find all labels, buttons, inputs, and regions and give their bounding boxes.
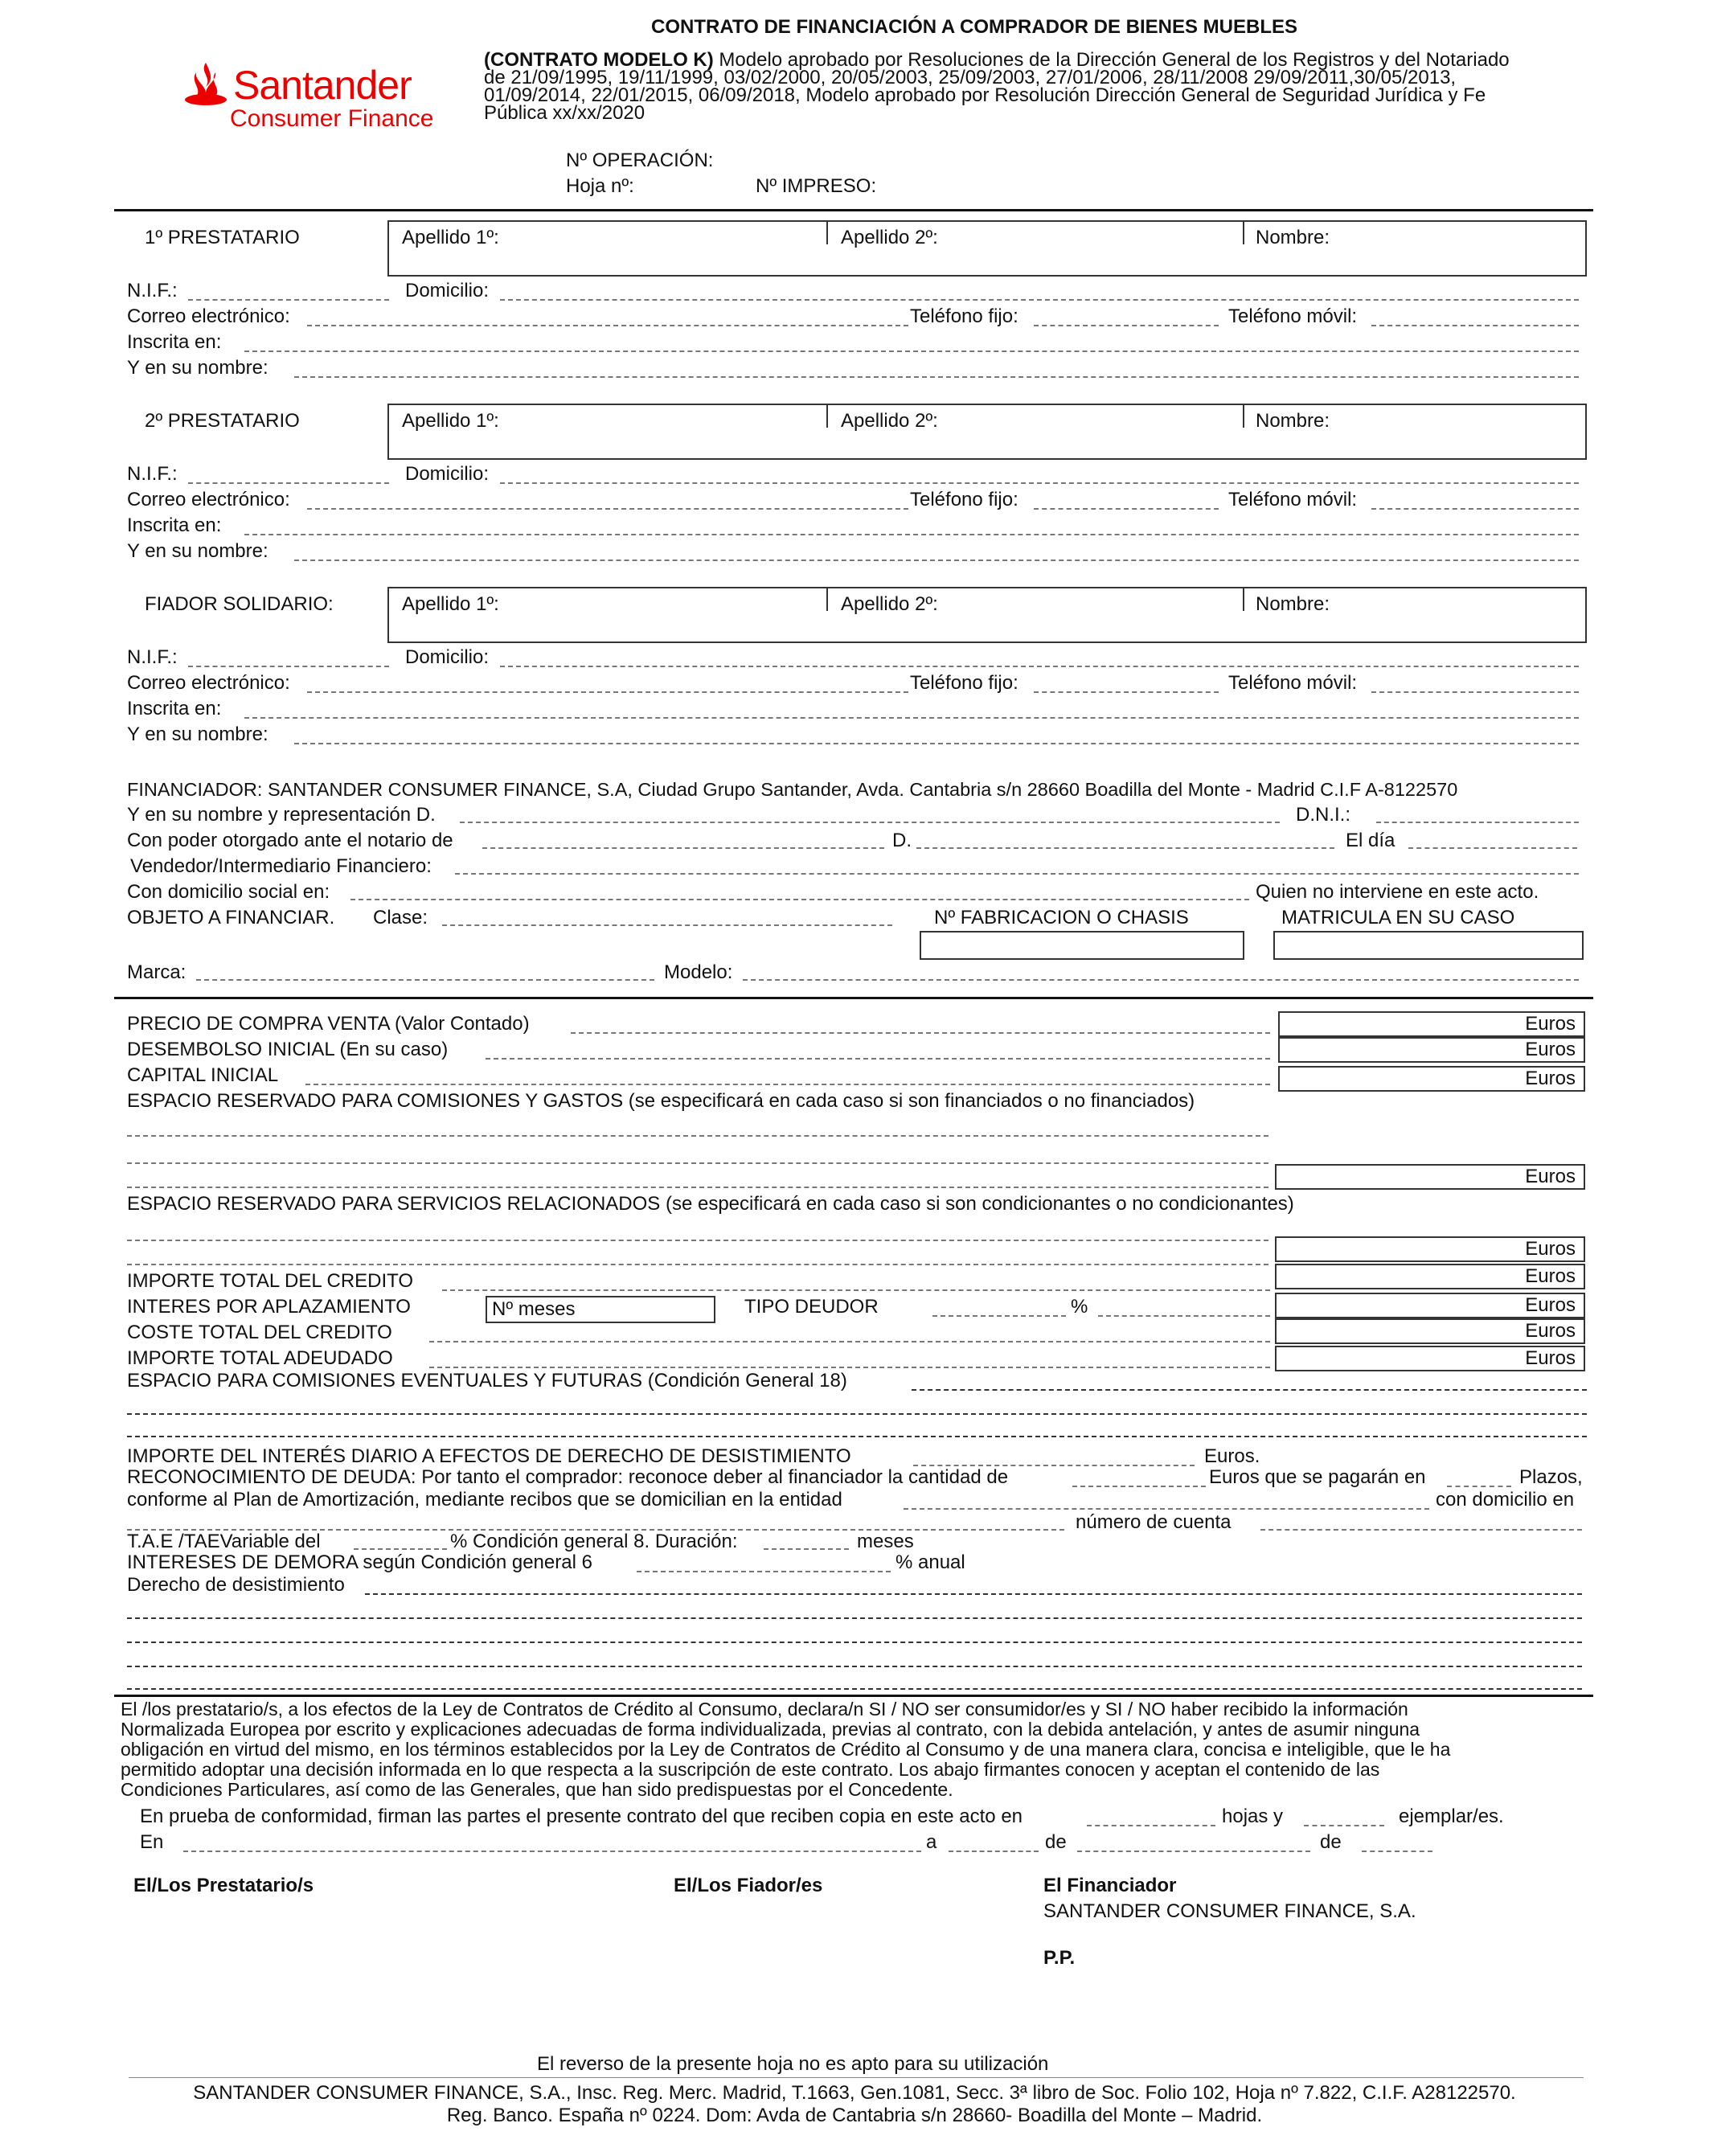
declaracion-paragraph: [121, 1699, 1585, 1800]
coste-total-euros-field[interactable]: Euros: [1275, 1318, 1585, 1344]
no-interviene-text: Quien no interviene en este acto.: [1256, 881, 1539, 903]
tel-fijo-label: Teléfono fijo:: [910, 305, 1018, 327]
correo-label: Correo electrónico:: [127, 305, 290, 327]
domicilio-label: Domicilio:: [405, 646, 490, 668]
eventuales-line[interactable]: [912, 1389, 1587, 1391]
tel-movil-label: Teléfono móvil:: [1228, 672, 1358, 694]
anio-firma-field[interactable]: [1362, 1851, 1432, 1852]
name-separator: [826, 588, 828, 611]
su-nombre-label: Y en su nombre:: [127, 723, 268, 745]
nif-field[interactable]: [188, 299, 389, 301]
desembolso-euros-field[interactable]: Euros: [1278, 1037, 1585, 1063]
correo-label: Correo electrónico:: [127, 489, 290, 510]
modelo-field[interactable]: [743, 979, 1579, 981]
contract-title: CONTRATO DE FINANCIACIÓN A COMPRADOR DE BIENES MUEBLES: [651, 16, 1298, 38]
interes-aplazamiento-label: INTERES POR APLAZAMIENTO: [127, 1296, 411, 1318]
apellido2-label: Apellido 2º:: [841, 593, 938, 615]
su-nombre-label: Y en su nombre:: [127, 357, 268, 379]
footer-line-2: Reg. Banco. España nº 0224. Dom: Avda de Cantabria s/n 28660- Boadilla del Monte – Madrid.: [446, 2105, 1263, 2126]
model-line3: 01/09/2014, 22/01/2015, 06/09/2018, Modelo aprobado por Resolución Dirección General de Seguridad Jurídica y Fe: [484, 84, 1486, 106]
inscrita-label: Inscrita en:: [127, 514, 222, 536]
total-adeudado-euros-field[interactable]: Euros: [1275, 1346, 1585, 1371]
inscrita-field[interactable]: [244, 534, 1579, 535]
correo-field[interactable]: [307, 508, 908, 510]
declaracion-line: obligación en virtud del mismo, en los términos establecidos por la Ley de Contratos de Crédito al Consumo y de una manera clara, concisa e inteligible, que le ha: [121, 1739, 1451, 1760]
comisiones-label: ESPACIO RESERVADO PARA COMISIONES Y GASTOS (se especificará en cada caso si son financiados o no financiados): [127, 1090, 1195, 1112]
demora-field[interactable]: [637, 1571, 891, 1572]
model-bold: (CONTRATO MODELO K): [484, 49, 714, 71]
representacion-label: Y en su nombre y representación D.: [127, 804, 436, 826]
financiador-line: FINANCIADOR: SANTANDER CONSUMER FINANCE, S.A, Ciudad Grupo Santander, Avda. Cantabria s/n 28660 Boadilla del Monte - Madrid C.I.F A-8122570: [127, 779, 1458, 800]
comisiones-euros-field[interactable]: Euros: [1275, 1164, 1585, 1190]
total-credito-euros-field[interactable]: Euros: [1275, 1264, 1585, 1289]
tel-movil-field[interactable]: [1371, 691, 1579, 693]
notario-field[interactable]: [482, 847, 884, 849]
de-label-2: de: [1320, 1831, 1342, 1853]
representacion-field[interactable]: [460, 822, 1280, 823]
dni-field[interactable]: [1376, 822, 1579, 823]
tel-fijo-field[interactable]: [1034, 691, 1219, 693]
total-adeudado-leader: [429, 1367, 1270, 1368]
firma-fiadores-label: El/Los Fiador/es: [674, 1875, 823, 1896]
footer-line-1: SANTANDER CONSUMER FINANCE, S.A., Insc. Reg. Merc. Madrid, T.1663, Gen.1081, Secc. 3ª libro de Soc. Folio 102, Hoja nº 7.822, C.I.F. A28122570.: [193, 2082, 1516, 2104]
party-title: 1º PRESTATARIO: [145, 227, 300, 248]
conforme-label: conforme al Plan de Amortización, mediante recibos que se domicilian en la entidad: [127, 1489, 842, 1510]
dia-label: El día: [1346, 830, 1395, 851]
n-meses-field[interactable]: Nº meses: [486, 1296, 715, 1323]
tae-field[interactable]: [354, 1548, 447, 1550]
notario-d-field[interactable]: [916, 847, 1334, 849]
ejemplar-label: ejemplar/es.: [1399, 1806, 1504, 1827]
section-divider: [114, 997, 1593, 999]
operacion-label: Nº OPERACIÓN:: [566, 150, 714, 171]
vendedor-field[interactable]: [455, 873, 1579, 875]
servicios-line[interactable]: [127, 1240, 1268, 1241]
modelo-label: Modelo:: [664, 961, 733, 983]
comisiones-line[interactable]: [127, 1187, 1268, 1188]
clase-label: Clase:: [373, 907, 428, 928]
servicios-line[interactable]: [127, 1264, 1268, 1265]
tel-movil-label: Teléfono móvil:: [1228, 305, 1358, 327]
inscrita-label: Inscrita en:: [127, 331, 222, 353]
marca-label: Marca:: [127, 961, 186, 983]
tipo-deudor-field[interactable]: [932, 1315, 1066, 1317]
total-credito-label: IMPORTE TOTAL DEL CREDITO: [127, 1270, 414, 1292]
firma-financiador-label: El Financiador: [1043, 1875, 1177, 1896]
capital-euros-field[interactable]: Euros: [1278, 1066, 1585, 1092]
interes-diario-label: IMPORTE DEL INTERÉS DIARIO A EFECTOS DE DERECHO DE DESISTIMIENTO: [127, 1445, 851, 1467]
correo-label: Correo electrónico:: [127, 672, 290, 694]
section-divider: [114, 209, 1593, 211]
interes-euros-field[interactable]: Euros: [1275, 1293, 1585, 1318]
reverso-note: El reverso de la presente hoja no es apto para su utilización: [537, 2053, 1049, 2075]
coste-total-label: COSTE TOTAL DEL CREDITO: [127, 1322, 392, 1343]
model-line4: Pública xx/xx/2020: [484, 102, 645, 124]
name-separator: [826, 405, 828, 428]
domicilio-field[interactable]: [500, 666, 1579, 667]
party-name-box[interactable]: [387, 404, 1587, 460]
nif-field[interactable]: [188, 482, 389, 484]
su-nombre-field[interactable]: [294, 743, 1579, 744]
capital-label: CAPITAL INICIAL: [127, 1064, 279, 1086]
tel-fijo-field[interactable]: [1034, 508, 1219, 510]
euros-pagaran-label: Euros que se pagarán en: [1209, 1466, 1426, 1488]
comisiones-line[interactable]: [127, 1162, 1268, 1164]
numero-cuenta-field[interactable]: [1260, 1529, 1582, 1531]
tel-movil-field[interactable]: [1371, 508, 1579, 510]
total-adeudado-label: IMPORTE TOTAL ADEUDADO: [127, 1347, 393, 1369]
pct-label: %: [1071, 1296, 1088, 1318]
precio-leader: [571, 1032, 1270, 1034]
declaracion-line: Normalizada Europea por escrito y explicaciones adecuadas de forma individualizada, previas al contrato, con la debida antelación, y antes de asumir ninguna: [121, 1719, 1420, 1740]
hojas-label: hojas y: [1222, 1806, 1284, 1827]
pp-label: P.P.: [1043, 1947, 1076, 1969]
su-nombre-field[interactable]: [294, 559, 1579, 561]
domicilio-field[interactable]: [500, 299, 1579, 301]
apellido1-label: Apellido 1º:: [402, 593, 499, 615]
model-line2: de 21/09/1995, 19/11/1999, 03/02/2000, 20/05/2003, 25/09/2003, 27/01/2006, 28/11/2008 29/09/2011,30/05/2013,: [484, 67, 1457, 88]
nombre-label: Nombre:: [1256, 410, 1330, 432]
flame-icon: [182, 61, 230, 106]
marca-field[interactable]: [196, 979, 654, 981]
desembolso-label: DESEMBOLSO INICIAL (En su caso): [127, 1039, 449, 1060]
apellido2-label: Apellido 2º:: [841, 410, 938, 432]
inscrita-field[interactable]: [244, 717, 1579, 719]
logo-sub: Consumer Finance: [230, 105, 434, 132]
nif-label: N.I.F.:: [127, 280, 178, 301]
su-nombre-label: Y en su nombre:: [127, 540, 268, 562]
inscrita-field[interactable]: [244, 350, 1579, 352]
party-title: FIADOR SOLIDARIO:: [145, 593, 334, 615]
hojas-field[interactable]: [1087, 1825, 1215, 1826]
d-label: D.: [892, 830, 912, 851]
servicios-euros-field[interactable]: Euros: [1275, 1236, 1585, 1262]
duracion-field[interactable]: [764, 1548, 849, 1550]
correo-field[interactable]: [307, 325, 908, 326]
matricula-label: MATRICULA EN SU CASO: [1281, 907, 1515, 928]
matricula-input[interactable]: [1273, 931, 1584, 960]
tel-fijo-label: Teléfono fijo:: [910, 672, 1018, 694]
party-name-box[interactable]: [387, 220, 1587, 277]
dia-field[interactable]: [1408, 847, 1577, 849]
declaracion-line: El /los prestatario/s, a los efectos de la Ley de Contratos de Crédito al Consumo, declara/n SI / NO ser consumidor/es y SI / NO haber recibido la información: [121, 1699, 1408, 1719]
eventuales-label: ESPACIO PARA COMISIONES EVENTUALES Y FUTURAS (Condición General 18): [127, 1370, 847, 1392]
tel-fijo-field[interactable]: [1034, 325, 1219, 326]
tipo-deudor-leader: [1098, 1315, 1270, 1317]
desistimiento-line[interactable]: [127, 1617, 1582, 1619]
domicilio-label: Domicilio:: [405, 280, 490, 301]
desistimiento-line[interactable]: [127, 1688, 1582, 1690]
domicilio-social-field[interactable]: [350, 899, 1249, 900]
correo-field[interactable]: [307, 691, 908, 693]
prueba-label: En prueba de conformidad, firman las partes el presente contrato del que reciben copia en este acto en: [140, 1806, 1023, 1827]
name-separator: [1243, 405, 1244, 428]
section-divider: [114, 1695, 1593, 1697]
su-nombre-field[interactable]: [294, 376, 1579, 378]
footer-divider: [129, 2077, 1584, 2078]
inscrita-label: Inscrita en:: [127, 698, 222, 719]
model-line1: Modelo aprobado por Resoluciones de la Dirección General de los Registros y del Notariado: [713, 49, 1510, 71]
desistimiento-line[interactable]: [127, 1666, 1582, 1667]
condicion-8-label: % Condición general 8. Duración:: [450, 1531, 738, 1552]
demora-label: INTERESES DE DEMORA según Condición general 6: [127, 1551, 592, 1573]
firma-prestatarios-label: El/Los Prestatario/s: [133, 1875, 314, 1896]
a-label: a: [926, 1831, 937, 1853]
desistimiento-label: Derecho de desistimiento: [127, 1574, 345, 1596]
reconocimiento-cantidad-field[interactable]: [1072, 1486, 1206, 1487]
domicilio-label: Domicilio:: [405, 463, 490, 485]
declaracion-line: Condiciones Particulares, así como de las Generales, que han sido predispuestas por el Concedente.: [121, 1779, 953, 1800]
apellido1-label: Apellido 1º:: [402, 410, 499, 432]
coste-total-leader: [429, 1341, 1270, 1342]
numero-cuenta-label: número de cuenta: [1076, 1511, 1232, 1533]
clase-field[interactable]: [442, 924, 892, 926]
apellido2-label: Apellido 2º:: [841, 227, 938, 248]
vendedor-label: Vendedor/Intermediario Financiero:: [130, 855, 432, 877]
precio-euros-field[interactable]: Euros: [1278, 1011, 1585, 1037]
declaracion-line: permitido adoptar una decisión informada en lo que respecta a la suscripción de este contrato. Los abajo firmantes conocen y aceptan el contenido de las: [121, 1759, 1380, 1780]
tae-label: T.A.E /TAEVariable del: [127, 1531, 321, 1552]
tel-movil-label: Teléfono móvil:: [1228, 489, 1358, 510]
plazos-label: Plazos,: [1519, 1466, 1583, 1488]
nif-field[interactable]: [188, 666, 389, 667]
reconocimiento-label: RECONOCIMIENTO DE DEUDA: Por tanto el comprador: reconoce deber al financiador la cantidad de: [127, 1466, 1009, 1488]
dia-firma-field[interactable]: [949, 1851, 1039, 1852]
mes-firma-field[interactable]: [1077, 1851, 1310, 1852]
impreso-label: Nº IMPRESO:: [756, 175, 877, 197]
name-separator: [1243, 222, 1244, 244]
precio-label: PRECIO DE COMPRA VENTA (Valor Contado): [127, 1013, 530, 1035]
con-domicilio-label: con domicilio en: [1436, 1489, 1575, 1510]
nif-label: N.I.F.:: [127, 646, 178, 668]
eventuales-line[interactable]: [127, 1413, 1587, 1415]
capital-leader: [305, 1084, 1270, 1085]
euros-dot-label: Euros.: [1204, 1445, 1260, 1467]
desistimiento-line[interactable]: [365, 1593, 1582, 1595]
plazos-field[interactable]: [1447, 1486, 1511, 1487]
lugar-field[interactable]: [183, 1851, 921, 1852]
eventuales-line[interactable]: [127, 1436, 1587, 1437]
poder-label: Con poder otorgado ante el notario de: [127, 830, 453, 851]
tipo-deudor-label: TIPO DEUDOR: [744, 1296, 879, 1318]
dni-label: D.N.I.:: [1296, 804, 1351, 826]
apellido1-label: Apellido 1º:: [402, 227, 499, 248]
party-title: 2º PRESTATARIO: [145, 410, 300, 432]
nif-label: N.I.F.:: [127, 463, 178, 485]
desembolso-leader: [486, 1058, 1270, 1060]
domicilio-field[interactable]: [500, 482, 1579, 484]
desistimiento-line[interactable]: [127, 1642, 1582, 1643]
tel-movil-field[interactable]: [1371, 325, 1579, 326]
tel-fijo-label: Teléfono fijo:: [910, 489, 1018, 510]
name-separator: [1243, 588, 1244, 611]
anual-label: % anual: [895, 1551, 965, 1573]
model-text: [484, 51, 1510, 122]
domicilio-social-label: Con domicilio social en:: [127, 881, 330, 903]
servicios-label: ESPACIO RESERVADO PARA SERVICIOS RELACIONADOS (se especificará en cada caso si son condicionantes o no condicionantes): [127, 1193, 1294, 1215]
nombre-label: Nombre:: [1256, 227, 1330, 248]
financiador-nombre: SANTANDER CONSUMER FINANCE, S.A.: [1043, 1900, 1416, 1922]
chasis-label: Nº FABRICACION O CHASIS: [934, 907, 1189, 928]
name-separator: [826, 222, 828, 244]
entidad-field[interactable]: [904, 1508, 1429, 1510]
nombre-label: Nombre:: [1256, 593, 1330, 615]
objeto-label: OBJETO A FINANCIAR.: [127, 907, 335, 928]
total-credito-leader: [442, 1289, 1270, 1291]
party-name-box[interactable]: [387, 587, 1587, 643]
ejemplares-field[interactable]: [1304, 1825, 1384, 1826]
comisiones-line[interactable]: [127, 1135, 1268, 1137]
chasis-input[interactable]: [920, 931, 1244, 960]
meses-label: meses: [857, 1531, 914, 1552]
hoja-label: Hoja nº:: [566, 175, 634, 197]
de-label-1: de: [1045, 1831, 1067, 1853]
logo-brand: Santander: [233, 63, 412, 108]
en-label: En: [140, 1831, 164, 1853]
